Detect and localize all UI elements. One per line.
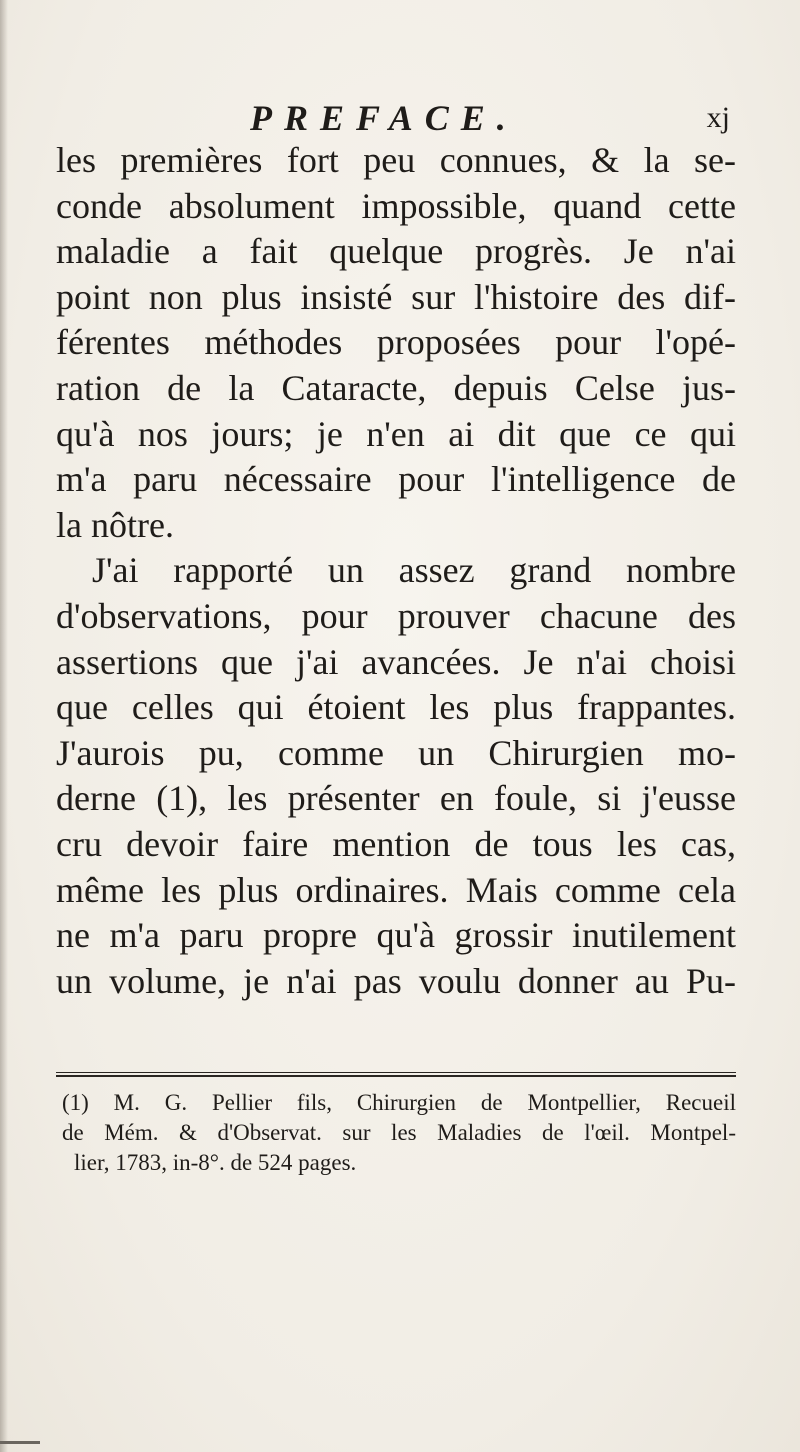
text-line: férentes méthodes proposées pour l'opé- [56,322,736,363]
text-line: J'aurois pu, comme un Chirurgien mo- [56,732,736,773]
body-text [56,138,736,1004]
text-line: la nôtre. [56,504,174,545]
text-line: qu'à nos jours; je n'en ai dit que ce qui [56,413,736,454]
footnote-line: (1) M. G. Pellier fils, Chirurgien de Montpellier, Recueil [62,1090,736,1115]
text-line: un volume, je n'ai pas voulu donner au Pu- [56,960,736,1001]
footnote-divider [56,1075,736,1077]
text-line: derne (1), les présenter en foule, si j'eusse [56,778,736,819]
text-line: que celles qui étoient les plus frappantes. [56,687,736,728]
footnote-line: lier, 1783, in-8°. de 524 pages. [74,1150,357,1175]
text-line: assertions que j'ai avancées. Je n'ai choisi [56,641,736,682]
footnote-divider [56,1072,736,1073]
text-line: les premières fort peu connues, & la se- [56,140,736,180]
text-line: ration de la Cataracte, depuis Celse jus- [56,367,736,408]
page-title: PREFACE. [250,98,518,138]
footnote [62,1088,736,1178]
running-header [250,98,730,138]
text-line: cru devoir faire mention de tous les cas, [56,823,736,864]
page-edge-shadow [0,0,8,1452]
text-line: ne m'a paru propre qu'à grossir inutilement [56,915,736,956]
text-line: m'a paru nécessaire pour l'intelligence de [56,459,736,500]
text-line: même les plus ordinaires. Mais comme cela [56,869,736,910]
text-line: J'ai rapporté un assez grand nombre [92,550,736,591]
page-corner-mark [0,1441,40,1444]
text-line: d'observations, pour prouver chacune des [56,595,736,636]
footnote-line: de Mém. & d'Observat. sur les Maladies de l'œil. Montpel- [62,1120,736,1145]
text-line: maladie a fait quelque progrès. Je n'ai [56,231,736,272]
page-number: xj [706,101,730,134]
text-line: point non plus insisté sur l'histoire des dif- [56,276,736,317]
text-line: conde absolument impossible, quand cette [56,185,736,226]
